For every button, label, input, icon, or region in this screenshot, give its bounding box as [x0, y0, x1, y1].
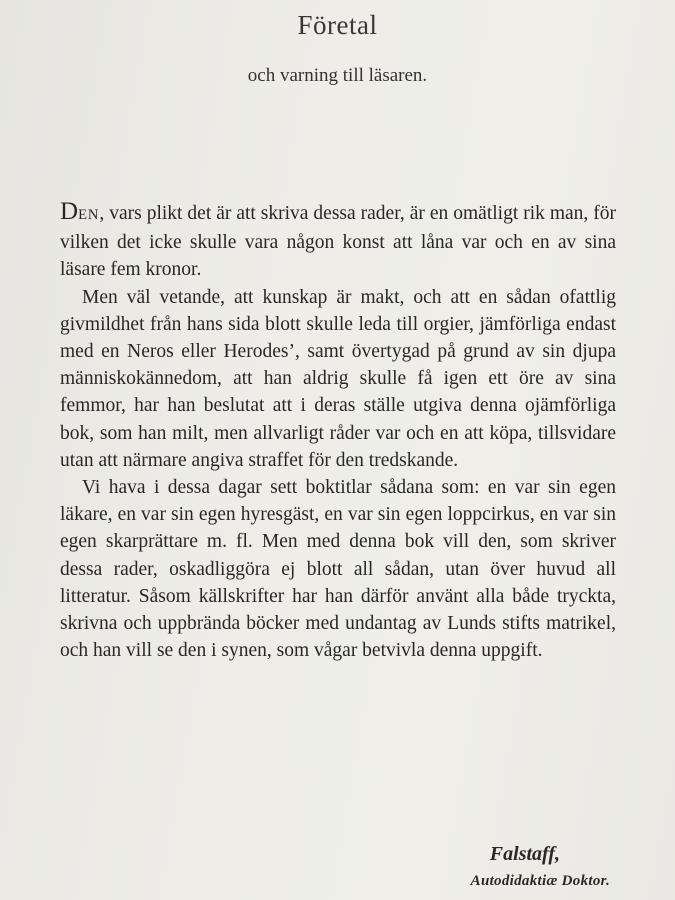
small-caps-word: EN [78, 207, 100, 223]
signature-title: Autodidaktiæ Doktor. [470, 873, 610, 889]
paragraph-1 [60, 198, 616, 284]
drop-cap-letter: D [60, 198, 79, 225]
page-title: Företal [297, 10, 378, 40]
signature-name: Falstaff, [489, 843, 560, 865]
paragraph-3: Vi hava i dessa dagar sett boktitlar sådana som: en var sin egen läkare, en var sin egen hyresgäst, en var sin egen loppcirkus, en var sin egen skarprättare m. fl. Men med denna bok vill den, som skriver dessa rader, oskadliggöra ej blott all sådan, utan över huvud all litteratur. Såsom källskrifter har han därför använt alla både tryckta, skrivna och uppbrända böcker med undantag av Lunds stifts matrikel, och han vill se den i synen, som vågar betvivla denna uppgift. [60, 477, 616, 662]
page-subtitle: och varning till läsaren. [247, 65, 428, 86]
paragraph-2: Men väl vetande, att kunskap är makt, och att en sådan ofattlig givmildhet från hans sida blott skulle leda till orgier, jämförliga endast med en Neros eller Herodes’, samt övertygad på grund av sin djupa människokännedom, att han aldrig skulle få igen ett öre av sina femmor, har han beslutat att i deras ställe utgiva denna ojämförliga bok, som han milt, men allvarligt råder var och en att köpa, tillsvidare utan att närmare angiva straffet för den tredskande. [60, 286, 616, 471]
paragraph-1-text: , vars plikt det är att skriva dessa rader, är en omätligt rik man, för vilken det icke skulle vara någon konst att låna var och en av sina läsare fem kronor. [60, 203, 616, 281]
show-through-text [205, 140, 470, 168]
foreword-body [60, 198, 616, 664]
